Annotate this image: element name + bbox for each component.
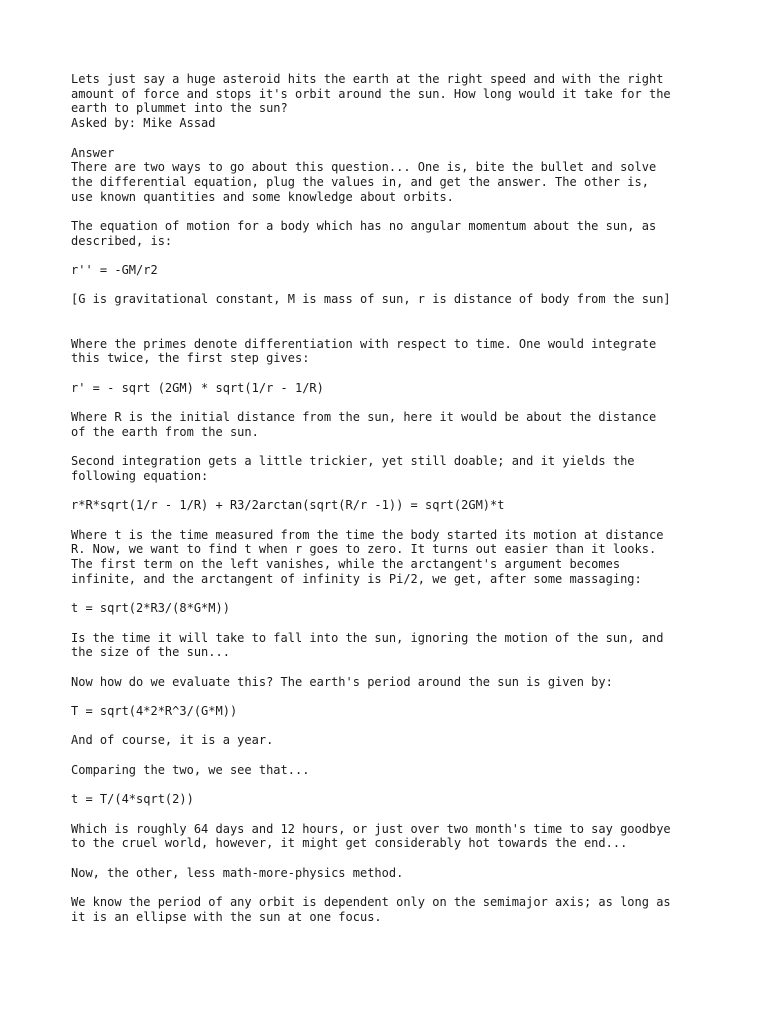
question-line: earth to plummet into the sun? bbox=[71, 101, 288, 116]
paragraph-line: Second integration gets a little trickier, yet still doable; and it yields the bbox=[71, 454, 635, 469]
paragraph bbox=[71, 675, 711, 690]
answer-intro bbox=[71, 146, 711, 205]
paragraph-line: the size of the sun... bbox=[71, 645, 230, 660]
paragraph bbox=[71, 337, 711, 366]
paragraph bbox=[71, 895, 711, 924]
equation-line: t = sqrt(2*R3/(8*G*M)) bbox=[71, 601, 230, 616]
question-text bbox=[71, 72, 711, 131]
paragraph-line: We know the period of any orbit is dependent only on the semimajor axis; as long as bbox=[71, 895, 671, 910]
paragraph-line: The first term on the left vanishes, while the arctangent's argument becomes bbox=[71, 557, 621, 572]
paragraph-line: described, is: bbox=[71, 233, 173, 248]
paragraph-line: infinite, and the arctangent of infinity is Pi/2, we get, after some massaging: bbox=[71, 571, 642, 586]
question-line: Lets just say a huge asteroid hits the earth at the right speed and with the right bbox=[71, 72, 664, 86]
paragraph-line: it is an ellipse with the sun at one focus. bbox=[71, 909, 382, 924]
equation bbox=[71, 381, 711, 396]
document-page bbox=[71, 72, 711, 924]
paragraph bbox=[71, 822, 711, 851]
paragraph bbox=[71, 454, 711, 483]
equation-line: r'' = -GM/r2 bbox=[71, 263, 158, 278]
paragraph-line: Where the primes denote differentiation with respect to time. One would integrate bbox=[71, 336, 657, 351]
equation-line: r' = - sqrt (2GM) * sqrt(1/r - 1/R) bbox=[71, 380, 324, 395]
paragraph-line: [G is gravitational constant, M is mass of sun, r is distance of body from the sun] bbox=[71, 292, 671, 307]
equation-line: T = sqrt(4*2*R^3/(G*M)) bbox=[71, 704, 238, 719]
equation-line: t = T/(4*sqrt(2)) bbox=[71, 792, 194, 807]
paragraph-line: And of course, it is a year. bbox=[71, 733, 274, 748]
answer-heading: Answer bbox=[71, 145, 115, 160]
paragraph bbox=[71, 528, 711, 587]
paragraph-line: R. Now, we want to find t when r goes to zero. It turns out easier than it looks. bbox=[71, 542, 657, 557]
equation bbox=[71, 704, 711, 719]
paragraph bbox=[71, 866, 711, 881]
paragraph-line: Now how do we evaluate this? The earth's period around the sun is given by: bbox=[71, 674, 613, 689]
question-line: amount of force and stops it's orbit around the sun. How long would it take for the bbox=[71, 86, 671, 101]
paragraph-line: use known quantities and some knowledge about orbits. bbox=[71, 189, 454, 204]
paragraph-line: of the earth from the sun. bbox=[71, 424, 259, 439]
paragraph bbox=[71, 733, 711, 748]
paragraph-line: Where R is the initial distance from the sun, here it would be about the distance bbox=[71, 410, 657, 425]
paragraph-line: Is the time it will take to fall into the sun, ignoring the motion of the sun, and bbox=[71, 630, 664, 645]
equation bbox=[71, 601, 711, 616]
paragraph-line: Which is roughly 64 days and 12 hours, or just over two month's time to say goodbye bbox=[71, 821, 671, 836]
paragraph-line: Comparing the two, we see that... bbox=[71, 762, 310, 777]
paragraph-line: this twice, the first step gives: bbox=[71, 351, 310, 366]
equation-line: r*R*sqrt(1/r - 1/R) + R3/2arctan(sqrt(R/r -1)) = sqrt(2GM)*t bbox=[71, 498, 505, 513]
paragraph bbox=[71, 219, 711, 248]
paragraph-line: Where t is the time measured from the time the body started its motion at distance bbox=[71, 527, 664, 542]
paragraph bbox=[71, 763, 711, 778]
paragraph-line: following equation: bbox=[71, 468, 209, 483]
paragraph-line: to the cruel world, however, it might get considerably hot towards the end... bbox=[71, 836, 628, 851]
paragraph-line: There are two ways to go about this question... One is, bite the bullet and solve bbox=[71, 160, 657, 175]
equation bbox=[71, 263, 711, 278]
paragraph-line: The equation of motion for a body which has no angular momentum about the sun, as bbox=[71, 219, 657, 233]
asked-by: Asked by: Mike Assad bbox=[71, 116, 216, 131]
paragraph bbox=[71, 631, 711, 660]
equation bbox=[71, 498, 711, 513]
paragraph-line: Now, the other, less math-more-physics method. bbox=[71, 865, 404, 880]
equation bbox=[71, 792, 711, 807]
paragraph-line: the differential equation, plug the values in, and get the answer. The other is, bbox=[71, 174, 649, 189]
paragraph bbox=[71, 410, 711, 439]
paragraph bbox=[71, 292, 711, 307]
